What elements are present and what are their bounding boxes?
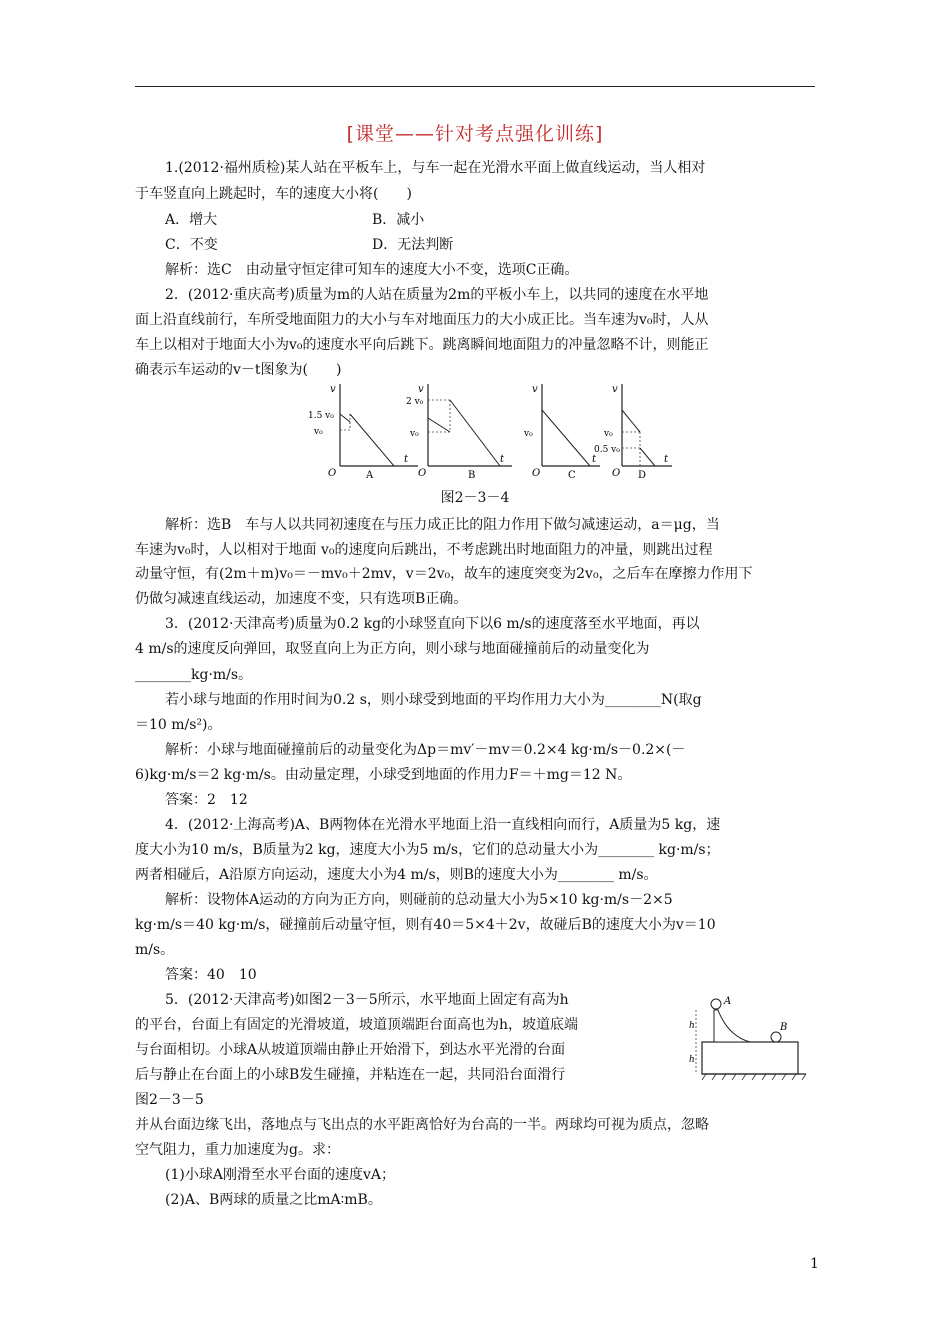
ball-a-label: A <box>724 996 732 1007</box>
q3-line1: 3．(2012·天津高考)质量为0.2 kg的小球竖直向下以6 m/s的速度落至水平地面，再以 <box>165 616 700 632</box>
q3-analysis-line1: 解析：小球与地面碰撞前后的动量变化为Δp＝mv′－mv＝0.2×4 kg·m/s－0.2×(－ <box>165 742 686 758</box>
platform <box>702 1042 798 1074</box>
graph-a-lower-label: v₀ <box>314 427 323 437</box>
q2-analysis-line3: 动量守恒，有(2m＋m)v₀＝－mv₀＋2mv，v＝2v₀，故车的速度突变为2v₀，之后车在摩擦力作用下 <box>135 566 753 582</box>
q4-analysis-line2: kg·m/s＝40 kg·m/s，碰撞前后动量守恒，则有40＝5×4＋2v，故碰后B的速度大小为v＝10 <box>135 917 716 933</box>
graph-d <box>594 384 672 478</box>
page-number: 1 <box>810 1256 819 1272</box>
section-title: [课堂——针对考点强化训练] <box>346 123 604 145</box>
q2-analysis-line2: 车速为v₀时，人以相对于地面 v₀的速度向后跳出，不考虑跳出时地面阻力的冲量，则跳出过程 <box>135 542 713 558</box>
ball-a <box>711 999 721 1009</box>
height-label-bottom: h <box>689 1055 695 1065</box>
q2-line3: 车上以相对于地面大小为v₀的速度水平向后跳下。跳离瞬间地面阻力的冲量忽略不计，则能正 <box>135 337 709 353</box>
q4-analysis-line3: m/s。 <box>135 942 175 958</box>
q1-option-d: D．无法判断 <box>372 237 454 253</box>
graph-a-upper-label: 1.5 v₀ <box>308 411 334 421</box>
ramp-platform-figure <box>688 996 818 1086</box>
graph-a <box>308 384 418 478</box>
q1-line2: 于车竖直向上跳起时，车的速度大小将( ) <box>135 186 412 202</box>
q2-line2: 面上沿直线前行，车所受地面阻力的大小与车对地面压力的大小成正比。当车速为v₀时，人从 <box>135 312 709 328</box>
graph-a-label: A <box>366 470 374 478</box>
ball-b-label: B <box>780 1022 788 1033</box>
graph-c <box>523 384 600 478</box>
ground-hatch <box>702 1074 806 1080</box>
graph-d-axis-v: v <box>612 384 618 395</box>
ball-b <box>771 1032 781 1042</box>
q2-line1: 2．(2012·重庆高考)质量为m的人站在质量为2m的平板小车上，以共同的速度在水平地 <box>165 287 709 303</box>
q4-line2: 度大小为10 m/s，B质量为2 kg，速度大小为5 m/s，它们的总动量大小为________ kg·m/s； <box>135 842 720 858</box>
graph-c-label: C <box>568 470 576 478</box>
q5-sub1: (1)小球A刚滑至水平台面的速度vA； <box>165 1167 395 1183</box>
q5-line4: 后与静止在台面上的小球B发生碰撞，并粘连在一起，共同沿台面滑行 <box>135 1067 566 1083</box>
graph-b-axis-t: t <box>500 454 505 465</box>
q3-line3: ________kg·m/s。 <box>135 667 253 683</box>
graph-c-axis-t: t <box>592 454 597 465</box>
graph-a-axis-t: t <box>404 454 409 465</box>
graph-b <box>406 384 512 478</box>
graph-d-upper-label: v₀ <box>604 429 613 439</box>
graph-c-lower-label: v₀ <box>524 429 533 439</box>
header-rule <box>135 86 815 87</box>
graph-a-origin: O <box>328 468 337 478</box>
q1-line1: 1.(2012·福州质检)某人站在平板车上，与车一起在光滑水平面上做直线运动，当人相对 <box>165 160 706 176</box>
q1-option-c: C．不变 <box>165 237 218 253</box>
graph-d-lower-label: 0.5 v₀ <box>594 445 620 455</box>
q1-option-b: B．减小 <box>372 212 425 228</box>
ramp <box>714 1010 750 1042</box>
q3-answer: 答案：2 12 <box>165 792 248 808</box>
height-label-top: h <box>689 1021 695 1031</box>
vt-graphs-figure <box>300 380 680 478</box>
q5-line3: 与台面相切。小球A从坡道顶端由静止开始滑下，到达水平光滑的台面 <box>135 1042 566 1058</box>
q2-analysis-line4: 仍做匀减速直线运动，加速度不变，只有选项B正确。 <box>135 591 468 607</box>
q5-line6: 空气阻力，重力加速度为g。求： <box>135 1142 340 1158</box>
graph-b-origin: O <box>418 468 427 478</box>
q4-line3: 两者相碰后，A沿原方向运动，速度大小为4 m/s，则B的速度大小为________ m/s。 <box>135 867 658 883</box>
graph-d-label: D <box>638 470 647 478</box>
q5-sub2: (2)A、B两球的质量之比mA∶mB。 <box>165 1192 382 1208</box>
fig-2-3-5-caption: 图2－3－5 <box>135 1092 204 1108</box>
graph-c-axis-v: v <box>532 384 538 395</box>
graph-b-upper-label: 2 v₀ <box>406 397 424 407</box>
graph-b-lower-label: v₀ <box>410 429 419 439</box>
graph-b-axis-v: v <box>418 384 424 395</box>
q1-analysis: 解析：选C 由动量守恒定律可知车的速度大小不变，选项C正确。 <box>165 262 579 278</box>
q1-option-a: A．增大 <box>165 212 218 228</box>
q3-line4: 若小球与地面的作用时间为0.2 s，则小球受到地面的平均作用力大小为________N(取g <box>165 692 702 708</box>
graph-d-origin: O <box>612 468 621 478</box>
q4-analysis-line1: 解析：设物体A运动的方向为正方向，则碰前的总动量大小为5×10 kg·m/s－2×5 <box>165 892 673 908</box>
q2-analysis-line1: 解析：选B 车与人以共同初速度在与压力成正比的阻力作用下做匀减速运动，a＝μg，当 <box>165 517 720 533</box>
q3-analysis-line2: 6)kg·m/s＝2 kg·m/s。由动量定理，小球受到地面的作用力F＝＋mg＝12 N。 <box>135 767 632 783</box>
fig-2-3-4-caption: 图2－3－4 <box>440 490 510 506</box>
q4-answer: 答案：40 10 <box>165 967 257 983</box>
graph-c-origin: O <box>532 468 541 478</box>
q3-line5: ＝10 m/s²)。 <box>135 717 222 733</box>
q2-line4: 确表示车运动的v－t图象为( ) <box>135 362 342 378</box>
graph-b-label: B <box>468 470 476 478</box>
q5-line1: 5．(2012·天津高考)如图2－3－5所示，水平地面上固定有高为h <box>165 992 569 1008</box>
q3-line2: 4 m/s的速度反向弹回，取竖直向上为正方向，则小球与地面碰撞前后的动量变化为 <box>135 641 650 657</box>
q5-line5: 并从台面边缘飞出，落地点与飞出点的水平距离恰好为台高的一半。两球均可视为质点，忽略 <box>135 1117 709 1133</box>
graph-d-axis-t: t <box>664 454 669 465</box>
graph-a-axis-v: v <box>330 384 336 395</box>
q4-line1: 4．(2012·上海高考)A、B两物体在光滑水平地面上沿一直线相向而行，A质量为5 kg，速 <box>165 817 721 833</box>
q5-line2: 的平台，台面上有固定的光滑坡道，坡道顶端距台面高也为h，坡道底端 <box>135 1017 579 1033</box>
